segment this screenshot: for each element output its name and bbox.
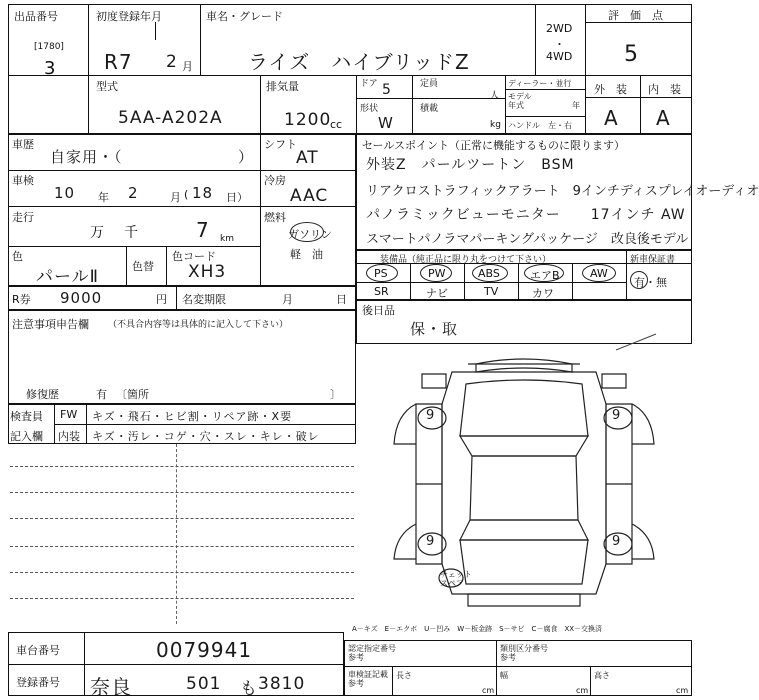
divider [590, 666, 591, 696]
damage-legend: A－キズ E－エクボ U－凹み W－板金跡 S－サビ C－腐食 XX－交換済 [352, 625, 603, 633]
aircon-value: AAC [290, 186, 329, 206]
tire-mark-rear-left: 9 [426, 534, 436, 549]
divider [344, 666, 692, 667]
history-value: 自家用・（ [50, 148, 123, 166]
inspection-label: 車検 [12, 174, 34, 187]
cert-length: 長さ [396, 671, 412, 680]
divider [86, 404, 87, 444]
load-unit: kg [490, 120, 501, 130]
divider [496, 640, 497, 696]
fw-label: FW [60, 408, 78, 421]
car-damage-diagram [356, 344, 692, 620]
first-registration-label: 初度登録年月 [96, 10, 162, 23]
divider [585, 4, 586, 134]
post-note-value: 保・取 [410, 320, 459, 338]
registration-number: 3810 [258, 674, 306, 694]
model-code: 5AA-A202A [118, 108, 223, 128]
dashed-line [10, 492, 354, 493]
model-year-label: モデル 年式 [508, 92, 532, 110]
inspection-month-unit: 月 [170, 191, 181, 204]
shape-value: W [378, 114, 394, 132]
divider [54, 404, 55, 444]
inspection-day-open: ( [184, 188, 189, 201]
divider [84, 632, 85, 696]
drive-separator: ・ [554, 38, 565, 51]
equip-pw: PW [428, 267, 446, 280]
warranty-selected-circle [630, 271, 648, 289]
interior-label-row: 内装 [58, 430, 80, 443]
doors-value: 5 [382, 82, 392, 98]
divider [392, 666, 393, 696]
dashed-line [10, 598, 354, 599]
repair-history-close: 〕 [330, 388, 341, 401]
color-code-value: XH3 [188, 262, 227, 282]
equip-leather: カワ [532, 287, 554, 300]
equip-sr: SR [374, 285, 389, 298]
fuel-light-oil: 軽 油 [290, 248, 323, 261]
divider [88, 4, 89, 134]
equip-ps: PS [374, 267, 388, 280]
r-ticket-label: R券 [12, 293, 31, 306]
equipment-label: 装備品（純正品に限り丸をつけて下さい） [380, 255, 552, 265]
exterior-label: 外 装 [594, 83, 627, 96]
equip-abs: ABS [478, 267, 500, 280]
divider [505, 116, 585, 117]
r-ticket-unit: 円 [156, 293, 167, 306]
divider [410, 263, 411, 300]
cert-height: 高さ [594, 671, 610, 680]
cert-width-unit: cm [576, 686, 589, 695]
displacement-value: 1200 [284, 110, 332, 130]
divider [8, 246, 260, 247]
divider [200, 4, 201, 75]
registration-area: 奈良 [90, 675, 132, 699]
divider [585, 97, 692, 98]
interior-label: 内 装 [648, 83, 681, 96]
equip-navi: ナビ [426, 287, 448, 300]
shape-label: 形状 [360, 104, 379, 114]
divider [356, 75, 357, 134]
inspector-entry-label: 記入欄 [10, 430, 43, 443]
warranty-label: 新車保証書 [630, 255, 676, 265]
exterior-grade: A [604, 106, 619, 130]
divider [356, 282, 626, 283]
fuel-gasoline: ガソリン [288, 228, 332, 241]
post-note-label: 後日品 [362, 304, 395, 317]
divider [626, 250, 627, 300]
load-label: 積載 [420, 104, 439, 114]
lot-number-label: 出品番号 [14, 10, 58, 23]
divider [176, 444, 177, 624]
divider [260, 75, 261, 134]
doors-label: ドア [360, 79, 378, 89]
auction-score: 5 [624, 42, 639, 67]
tire-mark-rear-right: 9 [612, 534, 622, 549]
model-code-label: 型式 [96, 80, 118, 93]
first-registration-month-unit: 月 [182, 60, 193, 73]
history-label: 車歴 [12, 138, 34, 151]
fuel-label: 燃料 [264, 211, 286, 224]
equip-aw: AW [590, 267, 608, 280]
divider [356, 98, 505, 99]
dashed-line [10, 518, 354, 519]
drive-4wd: 4WD [546, 50, 573, 63]
divider [260, 134, 261, 286]
divider [8, 170, 356, 171]
equip-pw-circle [420, 264, 452, 282]
tire-mark-front-right: 9 [612, 408, 622, 423]
divider [126, 246, 127, 286]
equip-aw-circle [582, 264, 616, 282]
divider [412, 75, 413, 134]
color-code-label: 色コード [172, 250, 216, 263]
registration-class: 501 [186, 674, 222, 694]
divider [535, 4, 536, 75]
color-label: 色 [12, 250, 23, 263]
dashed-line [10, 572, 354, 573]
repair-history-place: 〔箇所 [116, 388, 149, 401]
inspection-year: 10 [54, 184, 76, 202]
divider [640, 75, 641, 134]
lot-number: 3 [44, 58, 56, 79]
lot-number-box: [1780] [34, 42, 64, 52]
dashed-line [10, 466, 354, 467]
divider [8, 206, 356, 207]
car-name: ライズ ハイブリッドZ [248, 50, 470, 74]
cert-height-unit: cm [676, 686, 689, 695]
divider [8, 664, 344, 665]
interior-grade: A [656, 106, 671, 130]
chassis-number-label: 車台番号 [16, 644, 60, 657]
mileage-label: 走行 [12, 211, 34, 224]
divider [572, 263, 573, 300]
dealer-label: ディーラー・並行 [508, 79, 572, 88]
divider [464, 263, 465, 300]
fuel-selected-circle [290, 222, 324, 242]
equip-tv: TV [484, 285, 499, 298]
divider [8, 75, 692, 76]
score-label: 評 価 点 [608, 9, 663, 22]
color-change-label: 色替 [132, 260, 154, 273]
shift-label: シフト [264, 138, 297, 151]
inspector-label: 検査員 [10, 410, 43, 423]
divider [155, 22, 156, 40]
name-change-month: 月 [282, 293, 293, 306]
history-close: ） [238, 148, 255, 166]
equip-airbag: エアB [530, 269, 560, 282]
sales-point-line-4: スマートパノラマパーキングパッケージ 改良後モデル [366, 232, 689, 247]
inspection-year-unit: 年 [98, 191, 109, 204]
cert-class-label: 類別区分番号 参考 [500, 644, 548, 662]
mileage-man: 万 [90, 225, 104, 241]
capacity-unit: 人 [490, 91, 500, 101]
inspection-month: 2 [128, 184, 139, 202]
equip-airbag-circle [524, 264, 564, 282]
repair-history-value: 有 [96, 388, 107, 401]
name-change-day: 日 [336, 293, 347, 306]
cert-vehicle-label: 車検証記載 参考 [348, 670, 388, 688]
capacity-label: 定員 [420, 79, 439, 89]
cert-designation-label: 認定指定番号 参考 [348, 644, 396, 662]
color-value: パールⅡ [36, 267, 100, 287]
chassis-number: 0079941 [156, 638, 253, 662]
notes-instruction: （不具合内容等は具体的に記入して下さい） [108, 320, 289, 330]
cert-width: 幅 [500, 671, 508, 680]
sales-point-line-1: 外装Z パールツートン BSM [366, 157, 575, 173]
registration-number-label: 登録番号 [16, 676, 60, 689]
r-ticket-value: 9000 [60, 289, 103, 307]
equip-abs-circle [472, 264, 508, 282]
warranty-value: 有・無 [634, 276, 667, 289]
sales-point-line-3: パノラミックビューモニター 17インチ AW [366, 207, 686, 223]
divider [54, 424, 356, 425]
car-name-label: 車名・グレード [206, 10, 283, 23]
aircon-label: 冷房 [264, 174, 286, 187]
post-note-block [356, 300, 692, 344]
interior-items: キズ・汚レ・コゲ・穴・スレ・キレ・破レ [92, 430, 320, 443]
equip-ps-circle [366, 264, 398, 282]
inspection-day-close: 日） [226, 191, 248, 204]
sales-point-line-2: リアクロストラフィックアラート 9インチディスプレイオーディオ [366, 184, 759, 199]
registration-kana: も [240, 679, 258, 699]
divider [176, 286, 177, 310]
divider [518, 263, 519, 300]
repair-history-label: 修復歴 [26, 388, 59, 401]
mileage-sen: 千 [124, 225, 138, 241]
sales-points-label: セールスポイント（正常に機能するものに限ります） [362, 139, 626, 152]
handle-label: ハンドル 左・右 [508, 121, 572, 130]
name-change-label: 名変期限 [182, 293, 226, 306]
tire-mark-front-left: 9 [426, 408, 436, 423]
drive-2wd: 2WD [546, 22, 573, 35]
mileage-value: 7 [196, 218, 210, 242]
divider [505, 75, 506, 134]
notes-label: 注意事項申告欄 [12, 318, 89, 331]
divider [166, 246, 167, 286]
mileage-unit: km [220, 234, 234, 244]
first-registration-month: 2 [166, 52, 178, 72]
inspection-day: 18 [192, 184, 214, 202]
shift-value: AT [296, 148, 319, 168]
cert-length-unit: cm [482, 686, 495, 695]
fw-items: キズ・飛石・ヒビ割・リペア跡・X要 [92, 410, 293, 423]
displacement-label: 排気量 [266, 80, 299, 93]
displacement-unit: cc [330, 118, 343, 131]
model-year-unit: 年 [572, 101, 580, 110]
divider [505, 89, 585, 90]
first-registration-era: R7 [104, 50, 133, 74]
dashed-line [10, 546, 354, 547]
spare-tire-note: チェット スペア [440, 570, 472, 588]
